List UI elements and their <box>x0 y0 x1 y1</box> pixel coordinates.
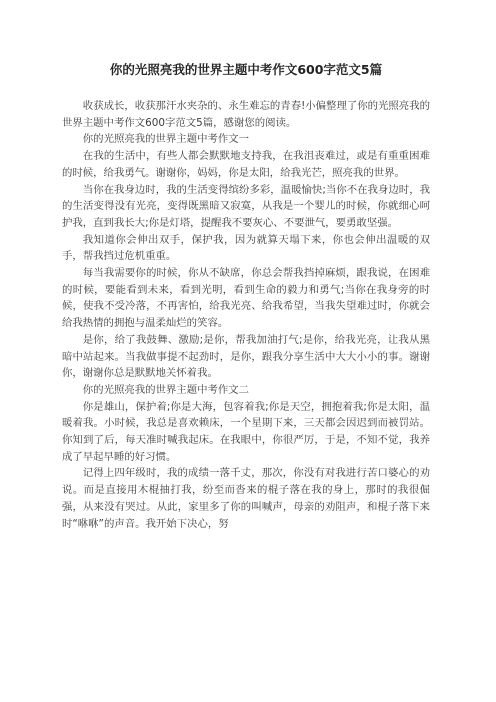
body-paragraph: 在我的生活中，有些人都会默默地支持我，在我沮丧难过，或是有重重困难的时候，给我勇气。谢谢你，妈妈，你是太阳，给我光芒，照亮我的世界。 <box>62 150 430 179</box>
body-paragraph: 你是雄山，保护着;你是大海，包容着我;你是天空，拥抱着我;你是太阳，温暖着我。小时候，我总是喜欢赖床，一个星期下来，三天都会因迟到而被罚站。你知到了后，每天准时喊我起床。在我眼中，你很严厉，于是，不知不觉，我养成了早起早睡的好习惯。 <box>62 400 430 463</box>
intro-paragraph: 收获成长，收获那汗水夹杂的、永生难忘的青春!小偏整理了你的光照亮我的世界主题中考作文600字范文5篇，感谢您的阅读。 <box>62 100 430 129</box>
body-paragraph: 记得上四年级时，我的成绩一落千丈，那次，你没有对我进行苦口婆心的劝说。而是直接用木棍抽打我，纷至而沓来的棍子落在我的身上，那时的我很倔强，从来没有哭过。从此，家里多了你的叫喊声，母亲的劝阻声，和棍子落下来时“咻咻”的声音。我开始下决心，努 <box>62 467 430 530</box>
body-paragraph: 当你在我身边时，我的生活变得缤纷多彩，温暖愉快;当你不在我身边时，我的生活变得没有光亮，变得既黑暗又寂寞，从我是一个婴儿的时候，你就细心呵护我，直到我长大;你是灯塔，提醒我不要灰心、不要泄气，要勇敢坚强。 <box>62 183 430 229</box>
document-title: 你的光照亮我的世界主题中考作文600字范文5篇 <box>109 62 383 77</box>
section-heading-1: 你的光照亮我的世界主题中考作文一 <box>82 133 250 146</box>
body-paragraph: 是你，给了我鼓舞、激励;是你，帮我加油打气;是你，给我光亮，让我从黑暗中站起来。当我做事提不起劲时，是你，跟我分享生活中大大小小的事。谢谢你，谢谢你总是默默地关怀着我。 <box>62 333 430 380</box>
body-paragraph: 每当我需要你的时候，你从不缺席，你总会帮我挡掉麻烦，跟我说，在困难的时候，要能看到未来，看到光明，看到生命的毅力和勇气;当你在我身旁的时候，使我不受冷落，不再害怕，给我光亮、给我希望，当我失望难过时，你就会给我热情的拥抱与温柔灿烂的笑容。 <box>62 267 430 330</box>
body-paragraph: 我知道你会伸出双手，保护我，因为就算天塌下来，你也会伸出温暖的双手，帮我挡过危机重重。 <box>62 233 430 263</box>
section-heading-2: 你的光照亮我的世界主题中考作文二 <box>82 383 250 396</box>
